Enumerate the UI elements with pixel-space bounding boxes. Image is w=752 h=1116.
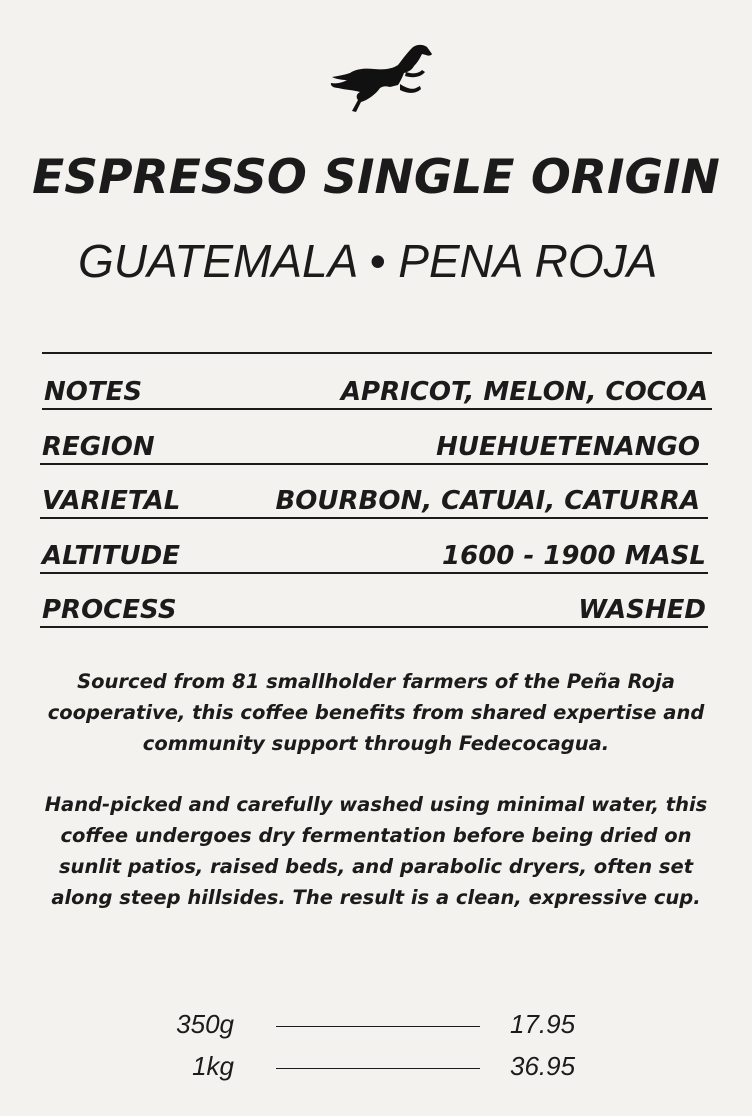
description-paragraph: Hand-picked and carefully washed using minimal water, this coffee undergoes dry fermentation before being dried on sunlit patios, raised beds, and parabolic dryers, often set along steep hillsides. The result is a clean, expressive cup. — [44, 793, 708, 909]
spec-value: APRICOT, MELON, COCOA — [340, 377, 708, 408]
spec-row-altitude — [40, 520, 708, 574]
spec-value: WASHED — [578, 595, 706, 626]
spec-label: NOTES — [44, 377, 143, 408]
spec-label: PROCESS — [42, 595, 177, 626]
price-leader-line — [276, 1026, 480, 1027]
description-paragraph: Sourced from 81 smallholder farmers of the Peña Roja cooperative, this coffee benefits from shared expertise and community support through Fedecocagua. — [47, 670, 705, 755]
price-leader-line — [276, 1068, 480, 1069]
price-amount: 36.95 — [510, 1051, 576, 1081]
price-size: 350g — [176, 1009, 234, 1039]
horse-icon — [328, 42, 434, 114]
origin-subtitle: GUATEMALA • PENA ROJA — [78, 235, 658, 287]
spec-label: VARIETAL — [42, 486, 181, 517]
spec-row-notes — [42, 356, 712, 410]
table-top-rule — [42, 352, 712, 354]
price-row — [0, 1046, 752, 1086]
price-size: 1kg — [192, 1051, 234, 1081]
spec-value: HUEHUETENANGO — [436, 432, 700, 463]
spec-row-varietal — [40, 465, 708, 519]
spec-row-process — [40, 574, 708, 628]
price-amount: 17.95 — [510, 1009, 576, 1039]
spec-label: REGION — [42, 432, 155, 463]
product-title: ESPRESSO SINGLE ORIGIN — [32, 150, 720, 205]
spec-label: ALTITUDE — [42, 541, 180, 572]
spec-value: 1600 - 1900 MASL — [442, 541, 706, 572]
spec-row-region — [40, 411, 708, 465]
price-row — [0, 1004, 752, 1044]
spec-value: BOURBON, CATUAI, CATURRA — [275, 486, 700, 517]
